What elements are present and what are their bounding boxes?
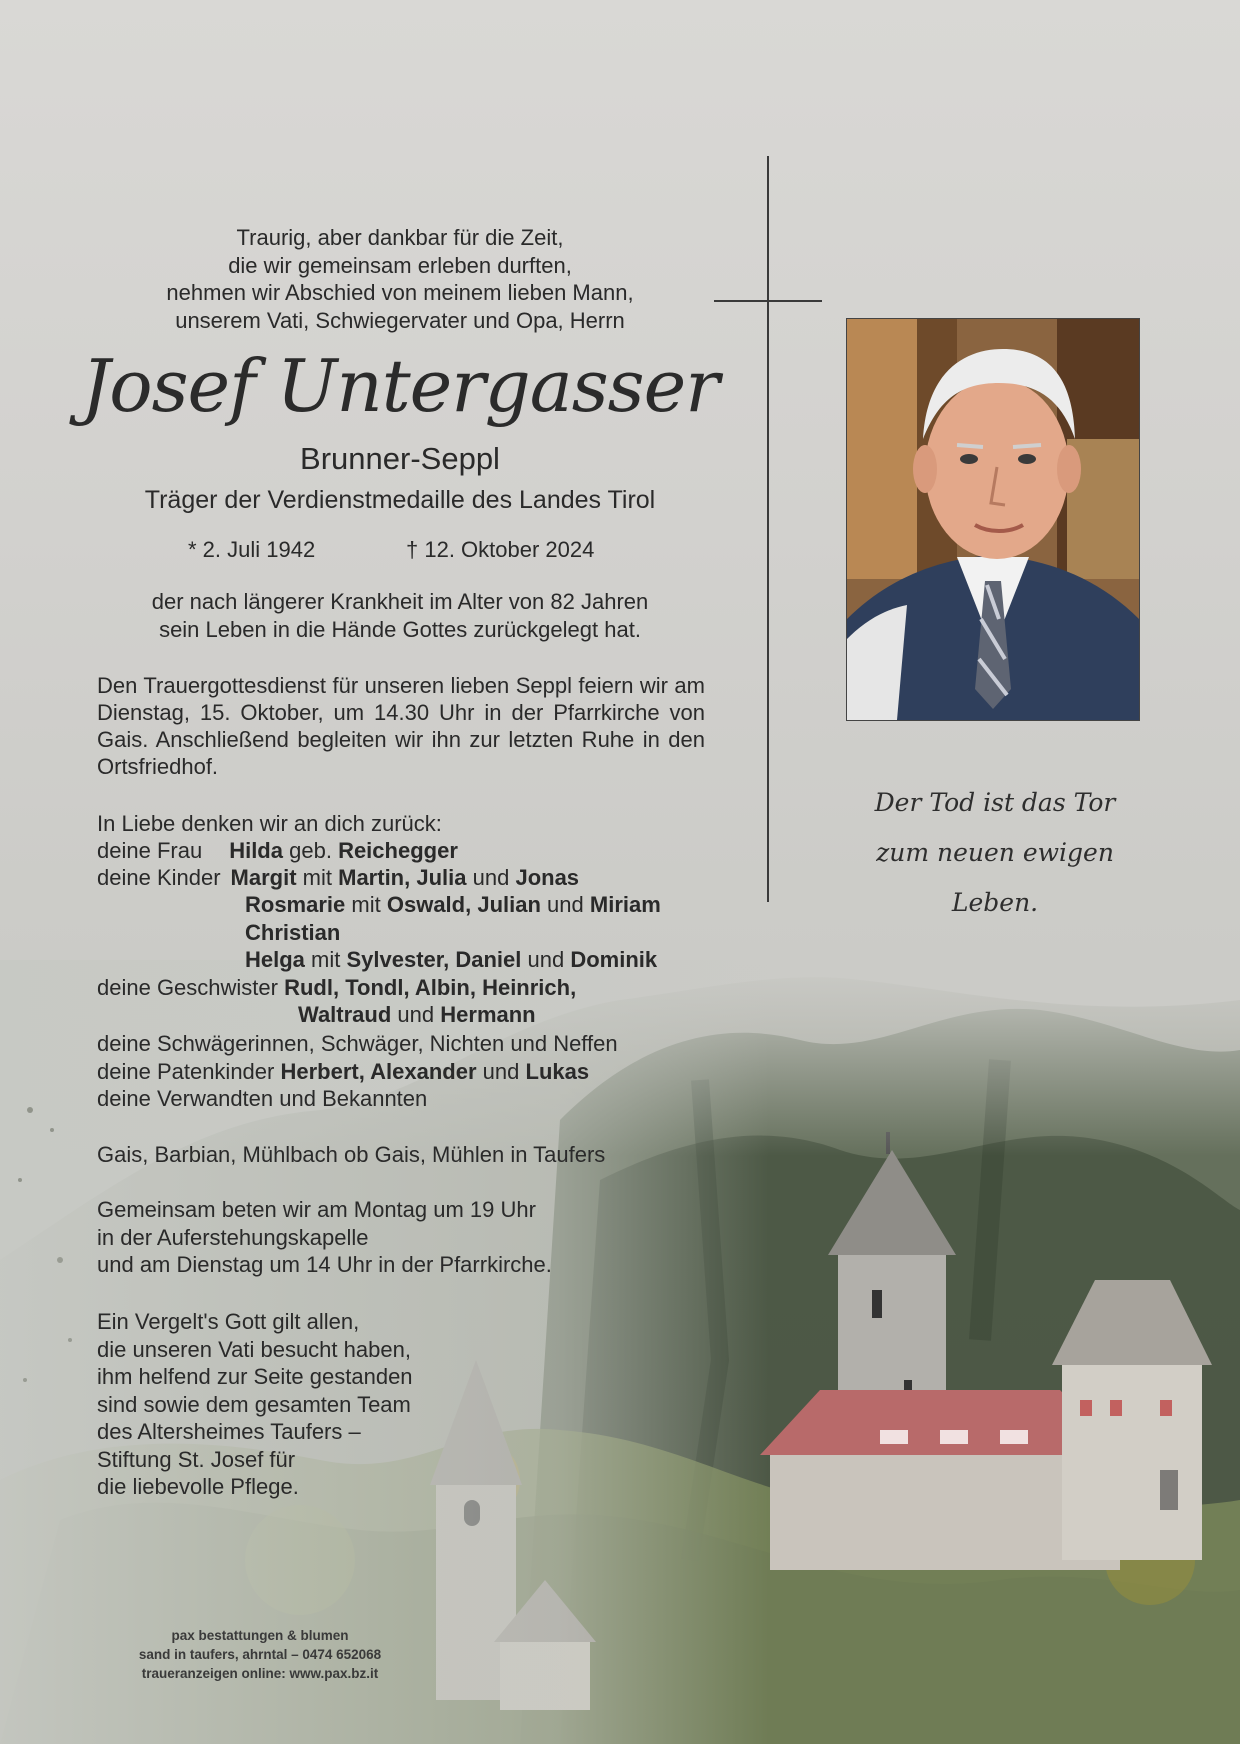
intro-line: unserem Vati, Schwiegervater und Opa, Herrn [175,307,625,333]
godchildren-last: Lukas [525,1059,590,1084]
footer-website: traueranzeigen online: www.pax.bz.it [141,1666,379,1681]
child-mit: mit [302,865,332,890]
child-last: Jonas [515,865,580,890]
siblings-label: deine Geschwister [97,975,278,1000]
deceased-name: Josef Untergasser [81,344,719,428]
intro-line: Traurig, aber dankbar für die Zeit, [236,225,564,250]
bible-quote [840,778,1150,928]
child-name: Helga [245,947,305,972]
mourner-siblings-row-2 [298,1001,536,1028]
footer-company: pax bestattungen & blumen [171,1628,349,1643]
intro-line: die wir gemeinsam erleben durften, [228,252,572,278]
wife-geb: geb. [289,838,332,863]
mourner-siblings-row [97,974,576,1001]
children-label: deine Kinder [97,865,221,890]
intro-text [60,224,740,334]
thanks-line: ihm helfend zur Seite gestanden [97,1364,413,1389]
prayer-line: Gemeinsam beten wir am Montag um 19 Uhr [97,1197,536,1222]
cross-vertical-bar [767,156,769,902]
thanks-line: Stiftung St. Josef für [97,1446,296,1472]
quote-line: zum neuen ewigen Leben. [876,838,1114,917]
portrait-photo [846,318,1140,721]
thanks-line: des Altersheimes Taufers – [97,1419,361,1444]
mourner-child-row [245,919,340,946]
illness-line: der nach längerer Krankheit im Alter von 82 Jahren [151,589,649,614]
child-und: und [472,865,510,890]
child-und: und [547,892,584,917]
prayer-line: in der Auferstehungskapelle [97,1224,369,1250]
quote-line: Der Tod ist das Tor [874,788,1116,817]
mourner-inlaws-row: deine Schwägerinnen, Schwäger, Nichten und Neffen [97,1031,618,1056]
mourner-wife-row [97,837,458,864]
child-partners: Oswald, Julian [386,892,541,917]
birth-date: * 2. Juli 1942 [188,537,316,562]
child-name: Christian [245,920,341,945]
child-mit: mit [351,892,381,917]
child-last: Miriam [589,892,661,917]
mourner-relatives-row: deine Verwandten und Bekannten [97,1086,428,1111]
prayer-line: und am Dienstag um 14 Uhr in der Pfarrkirche. [97,1252,552,1277]
child-last: Dominik [570,947,658,972]
wife-maiden-name: Reichegger [338,838,458,863]
godchildren-und: und [482,1059,520,1084]
child-name: Margit [230,865,297,890]
deceased-honor: Träger der Verdienstmedaille des Landes Tirol [144,486,656,514]
sibling-name: Hermann [440,1002,536,1027]
wife-name: Hilda [229,838,283,863]
funeral-home-footer [100,1626,420,1683]
sibling-name: Waltraud [298,1002,392,1027]
child-name: Rosmarie [245,892,346,917]
siblings-names: Rudl, Tondl, Albin, Heinrich, [284,975,577,1000]
prayer-info [97,1196,552,1279]
funeral-service-text: Den Trauergottesdienst für unseren lieben Seppl feiern wir am Dienstag, 15. Oktober, um 14.30 Uhr in der Pfarrkirche von Gais. Anschließend begleiten wir ihn zur letzten Ruhe in den Ortsfriedhof. [97,673,705,779]
mourner-child-row [245,946,657,973]
places-text: Gais, Barbian, Mühlbach ob Gais, Mühlen in Taufers [97,1142,606,1167]
mourners-heading: In Liebe denken wir an dich zurück: [97,811,442,836]
thanks-line: die liebevolle Pflege. [97,1474,299,1499]
illness-line: sein Leben in die Hände Gottes zurückgelegt hat. [159,617,641,642]
godchildren-label: deine Patenkinder [97,1059,275,1084]
deceased-nickname: Brunner-Seppl [300,441,500,476]
child-partners: Martin, Julia [338,865,467,890]
siblings-und: und [397,1002,435,1027]
godchildren-names: Herbert, Alexander [280,1059,477,1084]
footer-address: sand in taufers, ahrntal – 0474 652068 [138,1647,382,1662]
mourner-godchildren-row [97,1058,589,1085]
thanks-line: die unseren Vati besucht haben, [97,1336,411,1362]
child-mit: mit [311,947,341,972]
mourner-children-row [97,864,579,891]
thanks-text [97,1308,413,1501]
illness-text [60,588,740,644]
mourner-child-row [245,891,661,918]
portrait-illustration [847,319,1139,720]
child-und: und [527,947,565,972]
child-partners: Sylvester, Daniel [346,947,522,972]
intro-line: nehmen wir Abschied von meinem lieben Mann, [166,280,634,305]
thanks-line: Ein Vergelt's Gott gilt allen, [97,1309,360,1334]
death-date: † 12. Oktober 2024 [406,537,595,562]
thanks-line: sind sowie dem gesamten Team [97,1391,411,1417]
wife-label: deine Frau [97,838,203,863]
